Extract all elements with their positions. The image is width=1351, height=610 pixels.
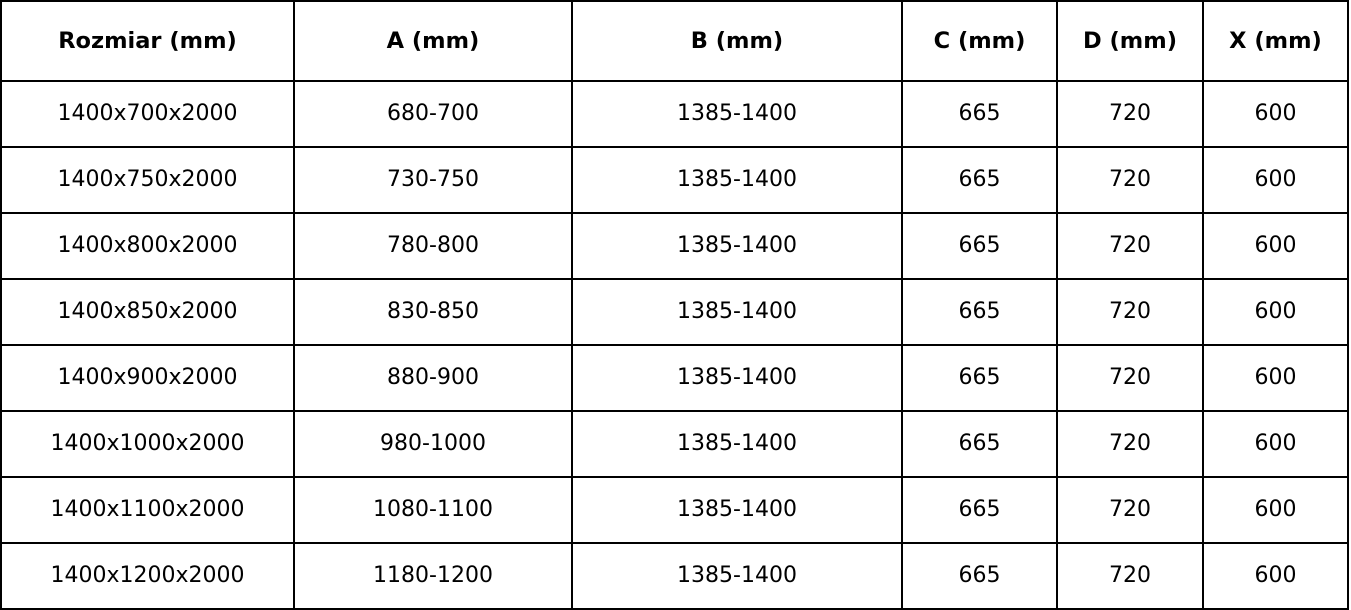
table-row bbox=[1, 543, 1348, 609]
cell-x: 600 bbox=[1203, 213, 1348, 279]
cell-c: 665 bbox=[902, 81, 1057, 147]
column-header-c: C (mm) bbox=[902, 1, 1057, 81]
table-row bbox=[1, 81, 1348, 147]
cell-x: 600 bbox=[1203, 543, 1348, 609]
cell-a: 1080-1100 bbox=[294, 477, 572, 543]
cell-b: 1385-1400 bbox=[572, 147, 902, 213]
cell-c: 665 bbox=[902, 411, 1057, 477]
table-row bbox=[1, 213, 1348, 279]
cell-d: 720 bbox=[1057, 345, 1203, 411]
cell-d: 720 bbox=[1057, 411, 1203, 477]
cell-b: 1385-1400 bbox=[572, 279, 902, 345]
cell-a: 880-900 bbox=[294, 345, 572, 411]
cell-b: 1385-1400 bbox=[572, 543, 902, 609]
column-header-x: X (mm) bbox=[1203, 1, 1348, 81]
cell-x: 600 bbox=[1203, 477, 1348, 543]
cell-b: 1385-1400 bbox=[572, 411, 902, 477]
cell-a: 980-1000 bbox=[294, 411, 572, 477]
column-header-b: B (mm) bbox=[572, 1, 902, 81]
cell-rozmiar: 1400x800x2000 bbox=[1, 213, 294, 279]
table-row bbox=[1, 411, 1348, 477]
cell-c: 665 bbox=[902, 543, 1057, 609]
table-row bbox=[1, 345, 1348, 411]
cell-x: 600 bbox=[1203, 279, 1348, 345]
column-header-a: A (mm) bbox=[294, 1, 572, 81]
cell-b: 1385-1400 bbox=[572, 213, 902, 279]
cell-d: 720 bbox=[1057, 81, 1203, 147]
table-header-row bbox=[1, 1, 1348, 81]
column-header-d: D (mm) bbox=[1057, 1, 1203, 81]
cell-rozmiar: 1400x750x2000 bbox=[1, 147, 294, 213]
cell-a: 780-800 bbox=[294, 213, 572, 279]
cell-rozmiar: 1400x1200x2000 bbox=[1, 543, 294, 609]
cell-d: 720 bbox=[1057, 279, 1203, 345]
cell-a: 830-850 bbox=[294, 279, 572, 345]
cell-x: 600 bbox=[1203, 147, 1348, 213]
cell-c: 665 bbox=[902, 213, 1057, 279]
table-row bbox=[1, 477, 1348, 543]
cell-rozmiar: 1400x900x2000 bbox=[1, 345, 294, 411]
cell-x: 600 bbox=[1203, 81, 1348, 147]
cell-d: 720 bbox=[1057, 147, 1203, 213]
cell-b: 1385-1400 bbox=[572, 81, 902, 147]
cell-c: 665 bbox=[902, 345, 1057, 411]
cell-rozmiar: 1400x850x2000 bbox=[1, 279, 294, 345]
cell-a: 680-700 bbox=[294, 81, 572, 147]
cell-d: 720 bbox=[1057, 477, 1203, 543]
table-row bbox=[1, 279, 1348, 345]
cell-a: 1180-1200 bbox=[294, 543, 572, 609]
cell-d: 720 bbox=[1057, 543, 1203, 609]
table-row bbox=[1, 147, 1348, 213]
cell-d: 720 bbox=[1057, 213, 1203, 279]
cell-rozmiar: 1400x700x2000 bbox=[1, 81, 294, 147]
table-body bbox=[1, 81, 1348, 609]
cell-c: 665 bbox=[902, 147, 1057, 213]
cell-x: 600 bbox=[1203, 345, 1348, 411]
cell-rozmiar: 1400x1000x2000 bbox=[1, 411, 294, 477]
cell-c: 665 bbox=[902, 477, 1057, 543]
column-header-rozmiar: Rozmiar (mm) bbox=[1, 1, 294, 81]
cell-b: 1385-1400 bbox=[572, 477, 902, 543]
cell-rozmiar: 1400x1100x2000 bbox=[1, 477, 294, 543]
table-header bbox=[1, 1, 1348, 81]
cell-c: 665 bbox=[902, 279, 1057, 345]
cell-b: 1385-1400 bbox=[572, 345, 902, 411]
cell-a: 730-750 bbox=[294, 147, 572, 213]
cell-x: 600 bbox=[1203, 411, 1348, 477]
